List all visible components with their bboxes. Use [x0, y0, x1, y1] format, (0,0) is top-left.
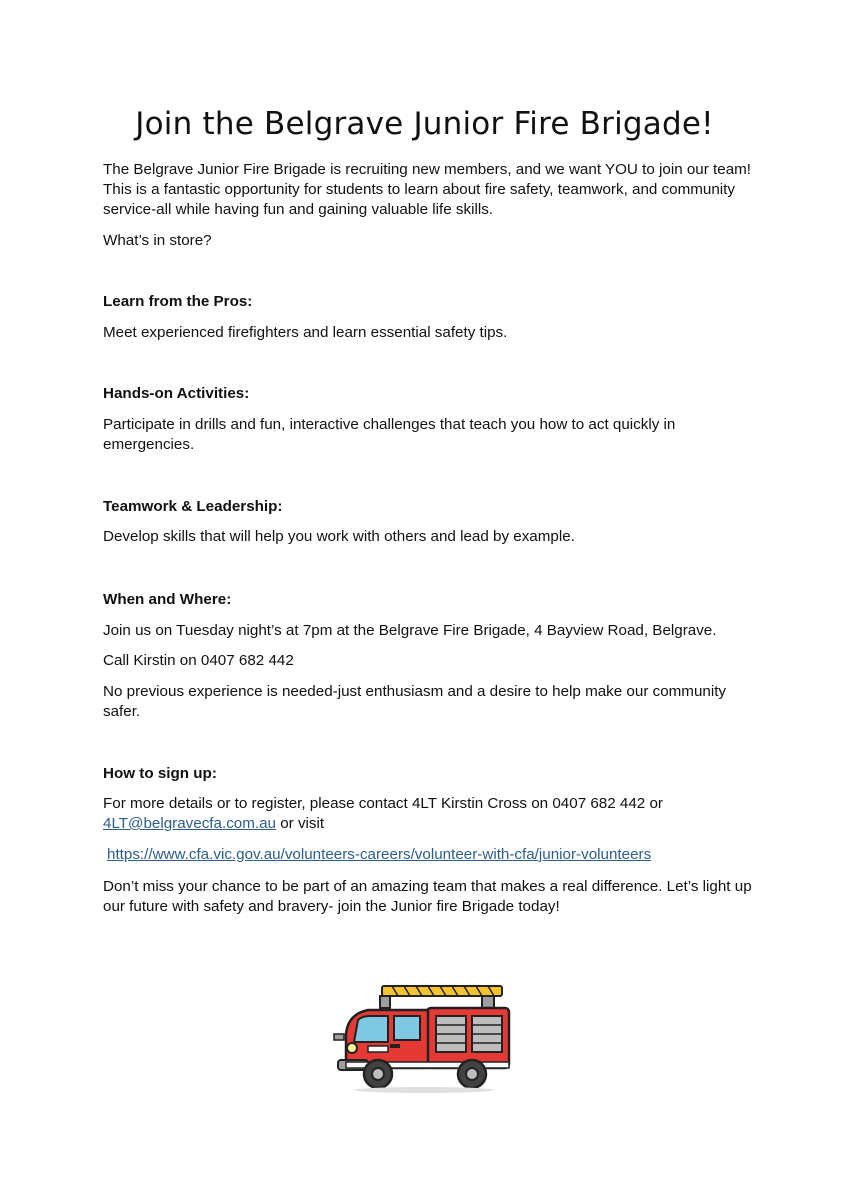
- url-paragraph: [107, 845, 767, 865]
- teamwork-heading: Teamwork & Leadership:: [103, 498, 283, 515]
- ladder-icon: [380, 986, 502, 1008]
- signup-heading: How to sign up:: [103, 765, 217, 782]
- when-where-heading: When and Where:: [103, 591, 232, 608]
- call-text: Call Kirstin on 0407 682 442: [103, 652, 294, 669]
- teamwork-text: Develop skills that will help you work with others and lead by example.: [103, 528, 575, 545]
- no-experience-text: No previous experience is needed-just enthusiasm and a desire to help make our community safer.: [103, 683, 727, 720]
- signup-or-visit: or visit: [276, 815, 325, 832]
- pros-text: Meet experienced firefighters and learn essential safety tips.: [103, 324, 508, 341]
- page-title: Join the Belgrave Junior Fire Brigade!: [135, 106, 714, 142]
- when-where-text: Join us on Tuesday night’s at 7pm at the Belgrave Fire Brigade, 4 Bayview Road, Belgrave.: [103, 622, 717, 639]
- rear-wheel-icon: [458, 1060, 486, 1088]
- signup-text: For more details or to register, please contact 4LT Kirstin Cross on 0407 682 442 or: [103, 795, 663, 812]
- front-wheel-icon: [364, 1060, 392, 1088]
- cfa-url-link[interactable]: https://www.cfa.vic.gov.au/volunteers-careers/volunteer-with-cfa/junior-volunteers: [107, 846, 652, 863]
- intro-paragraph: The Belgrave Junior Fire Brigade is recruiting new members, and we want YOU to join our team! This is a fantastic opportunity for students to learn about fire safety, teamwork, and community service-all while having fun and gaining valuable life skills.: [103, 161, 752, 218]
- pros-heading: Learn from the Pros:: [103, 293, 253, 310]
- fire-truck-icon: [332, 982, 517, 1095]
- signup-paragraph: [103, 794, 763, 834]
- hands-on-heading: Hands-on Activities:: [103, 385, 250, 402]
- email-link[interactable]: 4LT@belgravecfa.com.au: [103, 815, 277, 832]
- whats-in-store-text: What’s in store?: [103, 232, 212, 249]
- hands-on-text: Participate in drills and fun, interactive challenges that teach you how to act quickly in emergencies.: [103, 416, 676, 453]
- closing-paragraph: Don’t miss your chance to be part of an amazing team that makes a real difference. Let’s light up our future with safety and bravery- join the Junior fire Brigade today!: [103, 878, 752, 915]
